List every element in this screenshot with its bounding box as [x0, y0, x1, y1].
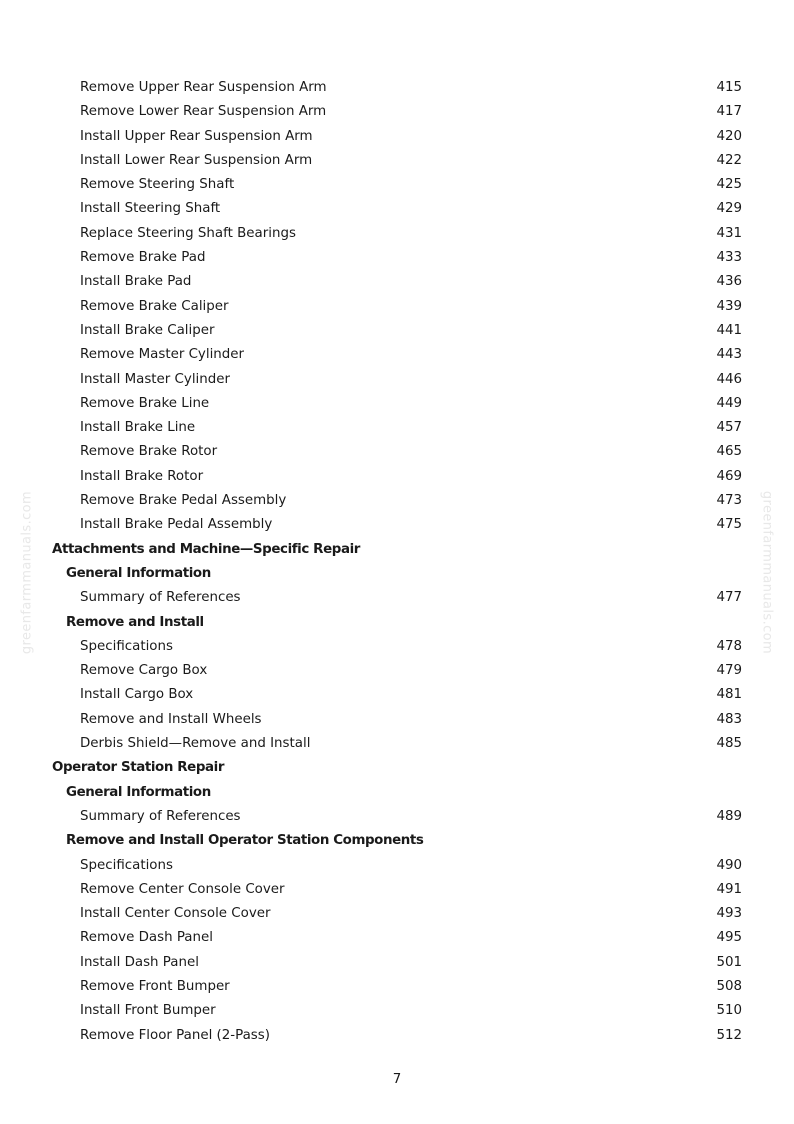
toc-entry-page-number: 436	[716, 274, 742, 290]
toc-entry-title: Operator Station Repair	[52, 760, 225, 776]
toc-entry[interactable]	[0, 368, 794, 392]
toc-entry-title: Install Front Bumper	[80, 1003, 216, 1019]
toc-entry-title: Remove Cargo Box	[80, 663, 208, 679]
toc-entry[interactable]	[0, 295, 794, 319]
toc-entry-page-number: 495	[716, 930, 742, 946]
toc-entry-title: Remove Brake Rotor	[80, 444, 218, 460]
toc-entry-page-number: 431	[716, 225, 742, 241]
toc-heading[interactable]	[0, 611, 794, 635]
toc-entry[interactable]	[0, 1024, 794, 1048]
toc-entry[interactable]	[0, 197, 794, 221]
toc-heading[interactable]	[0, 756, 794, 780]
toc-entry[interactable]	[0, 708, 794, 732]
toc-entry[interactable]	[0, 343, 794, 367]
toc-entry-page-number: 446	[716, 371, 742, 387]
toc-entry-title: General Information	[66, 784, 211, 800]
toc-entry[interactable]	[0, 732, 794, 756]
toc-entry[interactable]	[0, 635, 794, 659]
toc-entry-title: Specifications	[80, 638, 173, 654]
toc-entry-page-number: 422	[716, 152, 742, 168]
toc-entry[interactable]	[0, 270, 794, 294]
toc-entry-title: Attachments and Machine—Specific Repair	[52, 541, 360, 557]
toc-entry-title: Install Center Console Cover	[80, 906, 271, 922]
toc-entry-page-number: 501	[716, 954, 742, 970]
toc-entry[interactable]	[0, 100, 794, 124]
toc-entry-page-number: 469	[716, 468, 742, 484]
toc-entry-title: Install Steering Shaft	[80, 201, 221, 217]
toc-entry-page-number: 477	[716, 590, 742, 606]
toc-entry-page-number: 478	[716, 638, 742, 654]
toc-entry[interactable]	[0, 902, 794, 926]
toc-entry-title: Remove Upper Rear Suspension Arm	[80, 80, 327, 95]
toc-entry-title: Specifications	[80, 857, 173, 873]
toc-entry-title: Remove Brake Pedal Assembly	[80, 493, 287, 509]
toc-entry-page-number: 479	[716, 663, 742, 679]
toc-entry-page-number: 483	[716, 711, 742, 727]
toc-entry[interactable]	[0, 805, 794, 829]
toc-entry-page-number: 441	[716, 322, 742, 338]
toc-heading[interactable]	[0, 538, 794, 562]
toc-entry-title: Remove Dash Panel	[80, 930, 213, 946]
toc-entry[interactable]	[0, 999, 794, 1023]
toc-entry-page-number: 490	[716, 857, 742, 873]
toc-entry-page-number: 425	[716, 177, 742, 193]
toc-entry-page-number: 475	[716, 517, 742, 533]
toc-entry[interactable]	[0, 440, 794, 464]
toc-entry[interactable]	[0, 246, 794, 270]
toc-entry-title: Remove Brake Caliper	[80, 298, 229, 314]
toc-entry[interactable]	[0, 513, 794, 537]
toc-entry-page-number: 420	[716, 128, 742, 144]
toc-entry-page-number: 465	[716, 444, 742, 460]
toc-entry-title: Install Brake Caliper	[80, 322, 215, 338]
toc-heading[interactable]	[0, 781, 794, 805]
toc-entry-page-number: 439	[716, 298, 742, 314]
toc-entry[interactable]	[0, 222, 794, 246]
page-number: 7	[392, 1072, 402, 1087]
toc-entry[interactable]	[0, 854, 794, 878]
toc-entry-page-number: 417	[716, 104, 742, 120]
toc-entry-title: Install Upper Rear Suspension Arm	[80, 128, 313, 144]
toc-entry-title: Replace Steering Shaft Bearings	[80, 225, 296, 241]
toc-entry-title: Remove and Install	[66, 614, 204, 630]
watermark-right: greenfarmmanuals.com	[759, 490, 775, 655]
toc-entry-page-number: 491	[716, 881, 742, 897]
toc-entry[interactable]	[0, 975, 794, 999]
toc-entry-title: Install Brake Line	[80, 420, 196, 436]
toc-entry-title: Install Master Cylinder	[80, 371, 230, 387]
toc-entry-page-number: 493	[716, 906, 742, 922]
toc-entry-title: Remove and Install Wheels	[80, 711, 262, 727]
toc-entry[interactable]	[0, 173, 794, 197]
toc-entry-title: Remove Floor Panel (2-Pass)	[80, 1027, 270, 1043]
toc-entry-title: Install Brake Pedal Assembly	[80, 517, 273, 533]
toc-entry-title: Remove Front Bumper	[80, 978, 230, 994]
toc-entry-title: Remove Steering Shaft	[80, 177, 235, 193]
toc-entry-page-number: 473	[716, 493, 742, 509]
toc-entry-title: Remove Brake Pad	[80, 250, 206, 266]
toc-entry[interactable]	[0, 319, 794, 343]
toc-entry[interactable]	[0, 586, 794, 610]
toc-entry-page-number: 449	[716, 395, 742, 411]
toc-entry-page-number: 443	[716, 347, 742, 363]
toc-entry[interactable]	[0, 392, 794, 416]
toc-entry[interactable]	[0, 926, 794, 950]
toc-entry[interactable]	[0, 149, 794, 173]
toc-entry-title: Remove Center Console Cover	[80, 881, 285, 897]
table-of-contents	[0, 76, 794, 1048]
toc-entry-title: Remove Master Cylinder	[80, 347, 245, 363]
toc-entry-page-number: 489	[716, 808, 742, 824]
toc-entry-title: Install Dash Panel	[80, 954, 199, 970]
toc-entry-title: Install Cargo Box	[80, 687, 194, 703]
toc-entry-title: Summary of References	[80, 808, 241, 824]
toc-entry[interactable]	[0, 489, 794, 513]
toc-entry-title: Remove Brake Line	[80, 395, 210, 411]
toc-entry-page-number: 510	[716, 1003, 742, 1019]
toc-entry-page-number: 433	[716, 250, 742, 266]
toc-entry-title: Install Brake Rotor	[80, 468, 204, 484]
toc-entry-page-number: 508	[716, 978, 742, 994]
toc-entry-page-number: 485	[716, 736, 742, 752]
toc-entry-title: Remove and Install Operator Station Components	[66, 833, 424, 849]
toc-entry[interactable]	[0, 659, 794, 683]
toc-entry-page-number: 481	[716, 687, 742, 703]
toc-entry-page-number: 429	[716, 201, 742, 217]
toc-entry-title: General Information	[66, 565, 211, 581]
toc-entry-title: Install Brake Pad	[80, 274, 192, 290]
toc-entry[interactable]	[0, 951, 794, 975]
toc-entry[interactable]	[0, 76, 794, 100]
watermark-left: greenfarmmanuals.com	[19, 490, 35, 655]
toc-entry[interactable]	[0, 465, 794, 489]
toc-entry[interactable]	[0, 416, 794, 440]
toc-entry-title: Remove Lower Rear Suspension Arm	[80, 104, 327, 120]
toc-entry-title: Install Lower Rear Suspension Arm	[80, 152, 313, 168]
toc-heading[interactable]	[0, 562, 794, 586]
toc-entry[interactable]	[0, 683, 794, 707]
toc-entry-page-number: 457	[716, 420, 742, 436]
toc-entry-page-number: 512	[716, 1027, 742, 1043]
toc-entry-title: Derbis Shield—Remove and Install	[80, 736, 311, 752]
toc-entry[interactable]	[0, 878, 794, 902]
toc-heading[interactable]	[0, 829, 794, 853]
toc-entry-title: Summary of References	[80, 590, 241, 606]
toc-entry-page-number: 415	[716, 80, 742, 95]
toc-entry[interactable]	[0, 125, 794, 149]
